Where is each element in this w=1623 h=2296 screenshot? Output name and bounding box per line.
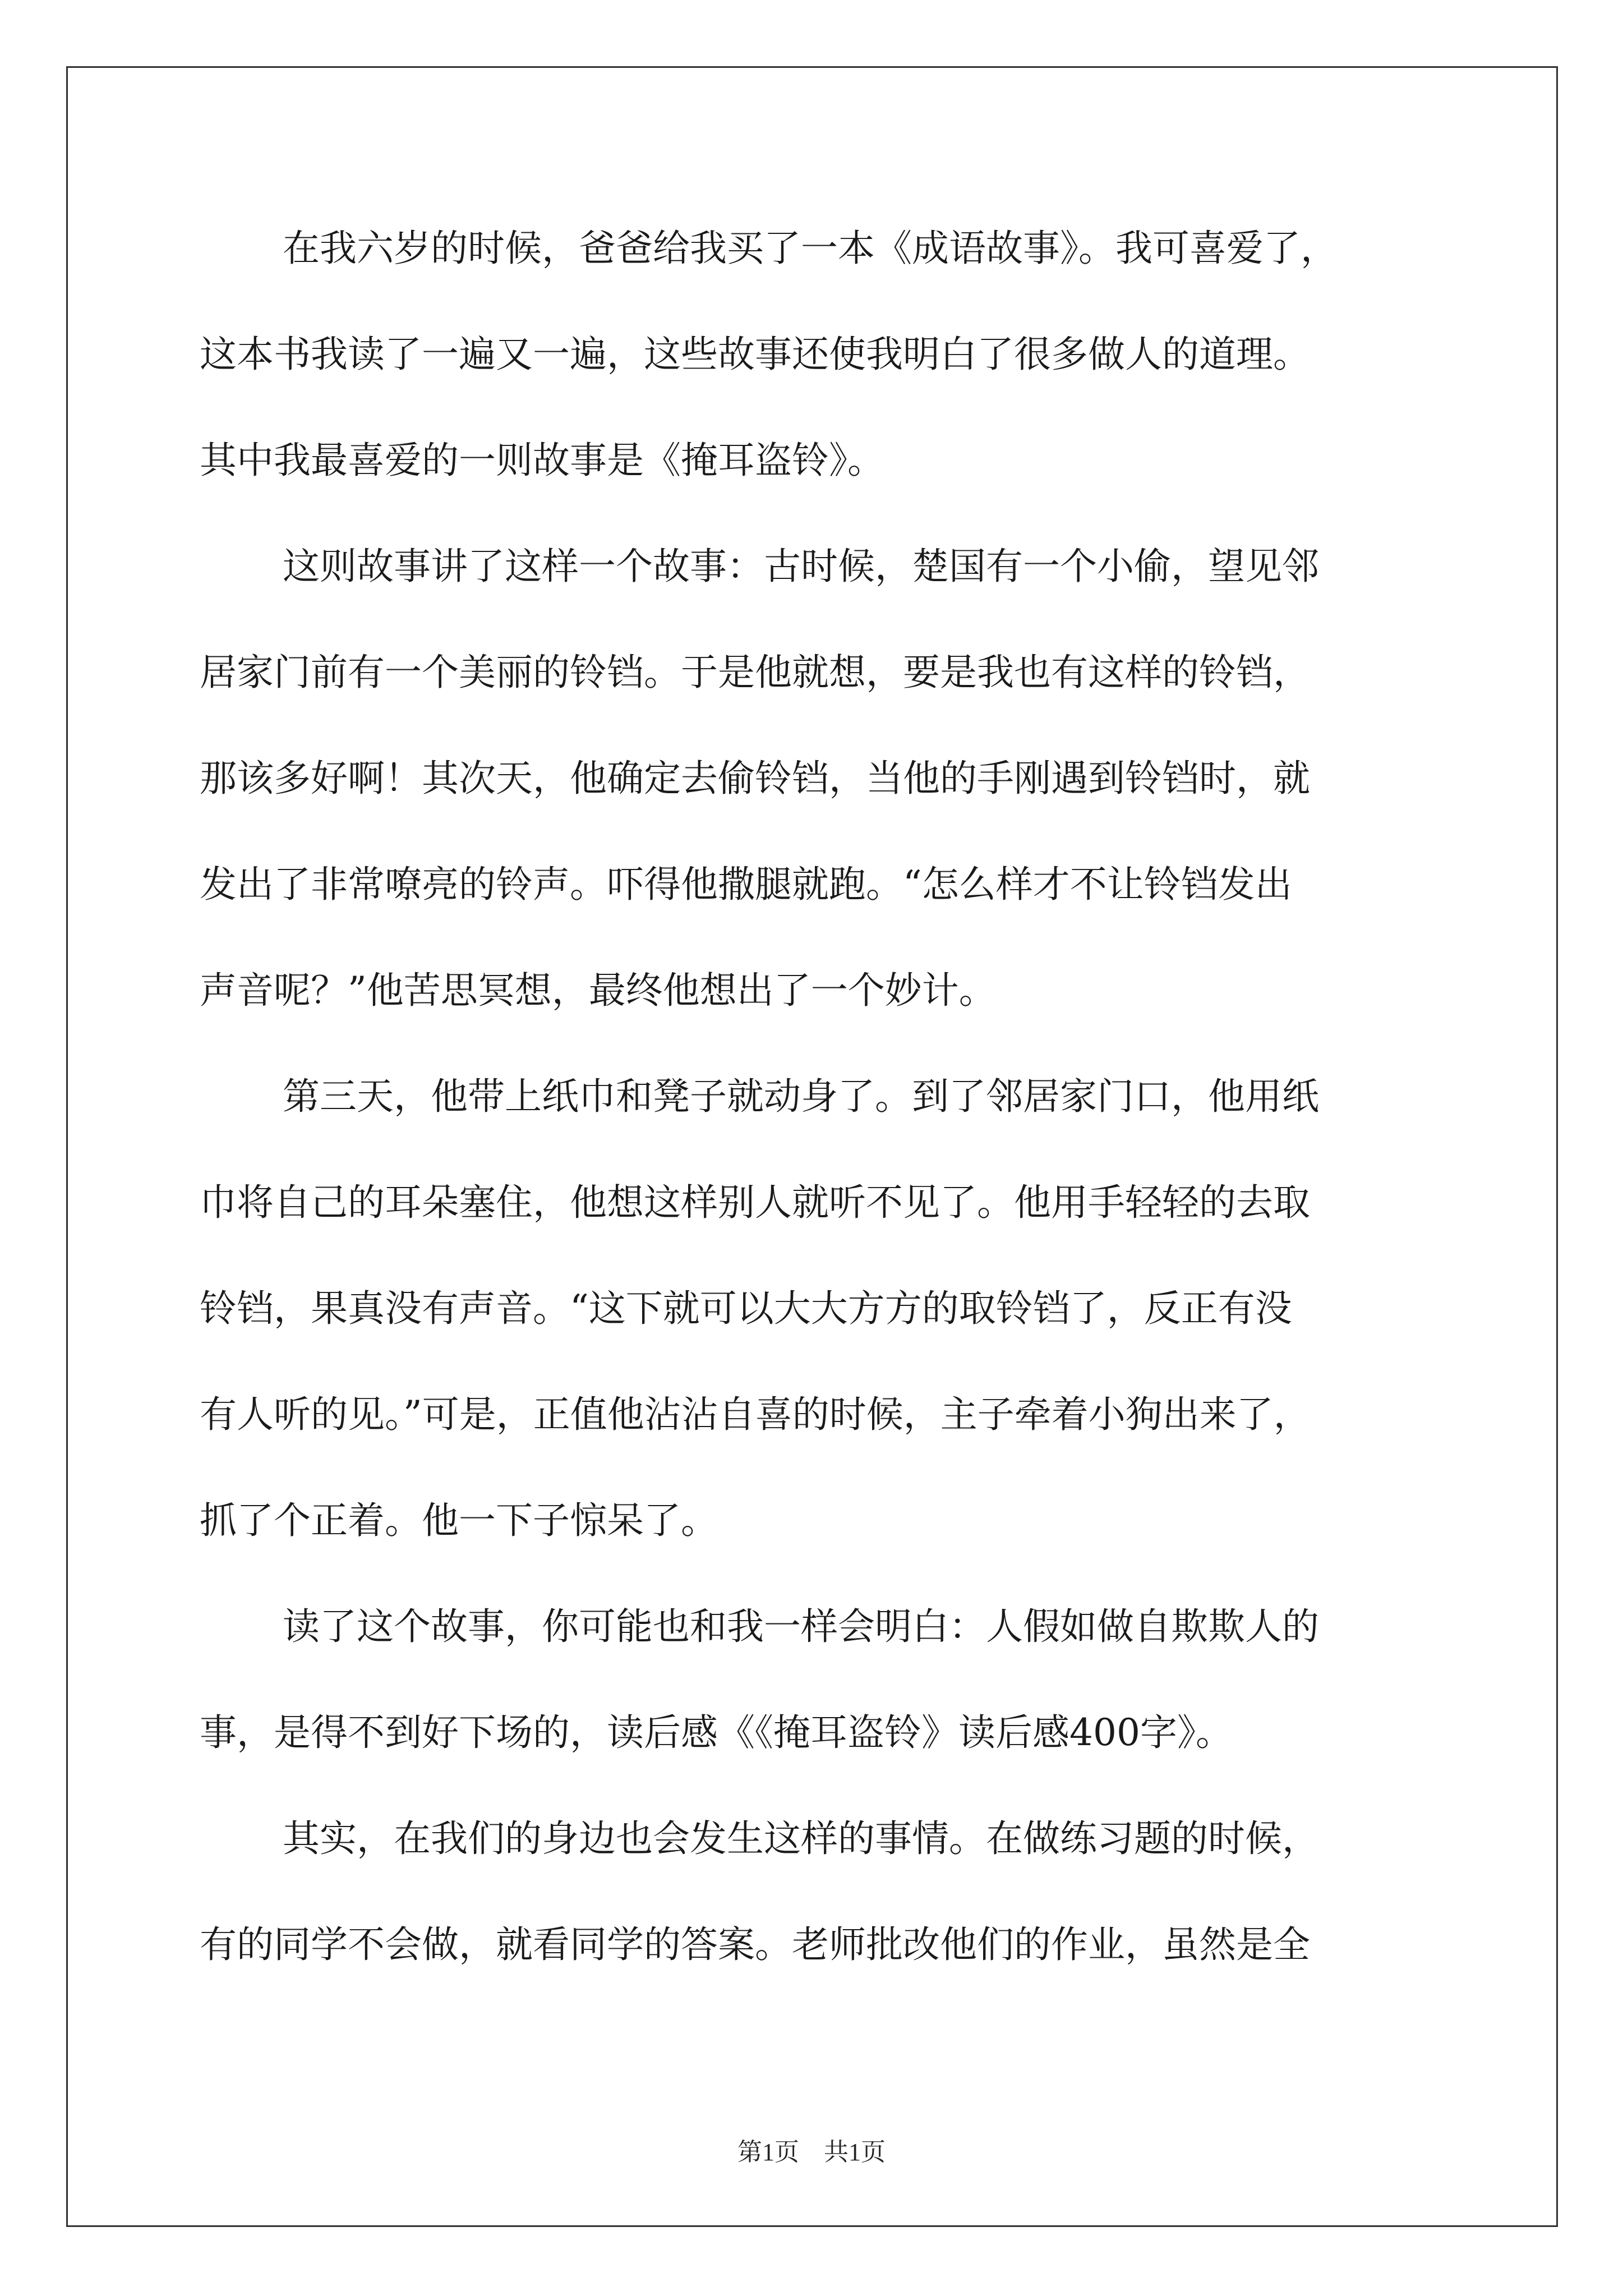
paragraph-2-line-1: 这则故事讲了这样一个故事：古时候，楚国有一个小偷，望见邻: [283, 545, 1319, 588]
paragraph-4-line-1: 读了这个故事，你可能也和我一样会明白：人假如做自欺欺人的: [283, 1605, 1319, 1648]
paragraph-1-line-2: 这本书我读了一遍又一遍，这些故事还使我明白了很多做人的道理。: [200, 333, 1310, 376]
paragraph-2-line-5: 声音呢？”他苦思冥想，最终他想出了一个妙计。: [200, 969, 996, 1012]
page-number-footer: 第1页 共1页: [737, 2138, 886, 2166]
paragraph-1-line-3: 其中我最喜爱的一则故事是《掩耳盗铃》。: [200, 439, 884, 482]
paragraph-5-line-2: 有的同学不会做，就看同学的答案。老师批改他们的作业，虽然是全: [200, 1923, 1310, 1966]
paragraph-1-line-1: 在我六岁的时候，爸爸给我买了一本《成语故事》。我可喜爱了，: [283, 227, 1338, 270]
paragraph-3-line-2: 巾将自己的耳朵塞住，他想这样别人就听不见了。他用手轻轻的去取: [200, 1181, 1310, 1224]
paragraph-5-line-1: 其实，在我们的身边也会发生这样的事情。在做练习题的时候，: [283, 1817, 1319, 1860]
paragraph-3-line-5: 抓了个正着。他一下子惊呆了。: [200, 1499, 718, 1542]
page-border: [66, 66, 1558, 2227]
paragraph-3-line-4: 有人听的见。”可是，正值他沾沾自喜的时候，主子牵着小狗出来了，: [200, 1393, 1311, 1436]
paragraph-3-line-1: 第三天，他带上纸巾和凳子就动身了。到了邻居家门口，他用纸: [283, 1075, 1319, 1118]
paragraph-4-line-2: 事，是得不到好下场的，读后感《《掩耳盗铃》读后感400字》。: [200, 1711, 1233, 1754]
paragraph-3-line-3: 铃铛，果真没有声音。“这下就可以大大方方的取铃铛了，反正有没: [200, 1287, 1292, 1330]
paragraph-2-line-2: 居家门前有一个美丽的铃铛。于是他就想，要是我也有这样的铃铛，: [200, 651, 1310, 694]
paragraph-2-line-3: 那该多好啊！其次天，他确定去偷铃铛，当他的手刚遇到铃铛时，就: [200, 757, 1310, 800]
paragraph-2-line-4: 发出了非常嘹亮的铃声。吓得他撒腿就跑。“怎么样才不让铃铛发出: [200, 863, 1292, 906]
